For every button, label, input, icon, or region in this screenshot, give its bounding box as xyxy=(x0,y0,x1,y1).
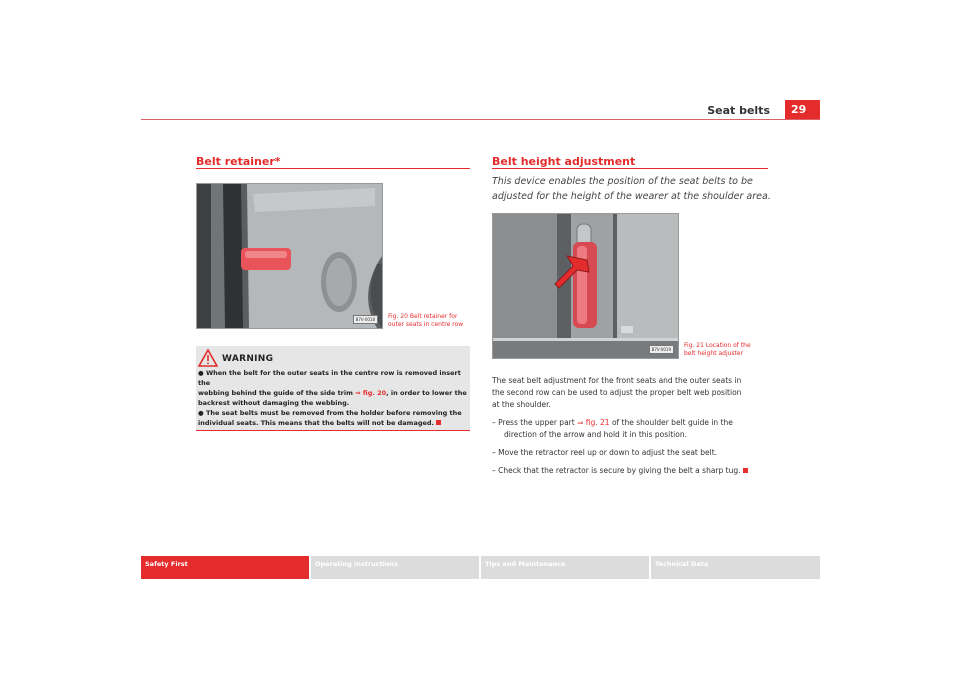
caption-line: Fig. 21 Location of the xyxy=(684,342,751,349)
step-3 xyxy=(492,465,748,477)
warning-line-2: webbing behind the guide of the side trim xyxy=(198,389,356,397)
warning-line: ● The seat belts must be removed from the holder before removing the xyxy=(198,409,462,417)
warning-text xyxy=(198,368,470,428)
warning-line: ● When the belt for the outer seats in the centre row is removed insert the xyxy=(198,369,461,387)
intro-line: This device enables the position of the seat belts to be xyxy=(492,176,753,187)
warning-line-5: individual seats. This means that the belts will not be damaged. xyxy=(198,419,435,427)
warning-label: WARNING xyxy=(222,354,274,364)
body-text xyxy=(492,375,748,477)
belt-height-illustration xyxy=(493,214,678,358)
caption-line: Fig. 20 Belt retainer for xyxy=(388,313,458,320)
belt-retainer-illustration xyxy=(197,184,382,328)
footer-tab-tips-maintenance[interactable]: Tips and Maintenance xyxy=(481,556,649,579)
step-1-text: – Press the upper part xyxy=(492,418,578,427)
footer-tab-technical-data[interactable]: Technical Data xyxy=(651,556,820,579)
section-title-belt-height: Belt height adjustment xyxy=(492,155,636,168)
end-square-icon xyxy=(436,420,441,425)
fig-21-link[interactable]: fig. 21 xyxy=(583,418,610,427)
warning-line xyxy=(198,418,470,428)
figure-21-caption xyxy=(684,342,751,358)
section-title-belt-retainer: Belt retainer* xyxy=(196,155,281,168)
arrow-icon: ⇒ xyxy=(577,418,584,427)
figure-code: B7V-0019 xyxy=(649,345,674,354)
warning-line-4: The seat belts must be removed from the holder before removing the xyxy=(205,409,462,417)
figure-belt-retainer xyxy=(196,183,383,329)
warning-line-2-end: , in order to lower the xyxy=(386,389,467,397)
warning-triangle-icon xyxy=(198,349,218,367)
warning-line-3: backrest without damaging the webbing. xyxy=(198,399,350,407)
footer-tab-safety-first[interactable]: Safety First xyxy=(141,556,309,579)
intro-line: adjusted for the height of the wearer at the shoulder area. xyxy=(492,191,771,202)
body-line: The seat belt adjustment for the front seats and the outer seats in xyxy=(492,376,742,385)
figure-20-caption xyxy=(388,313,463,329)
intro-text xyxy=(492,174,771,204)
arrow-icon: ⇒ xyxy=(355,389,361,397)
step-1 xyxy=(492,417,748,429)
step-2: – Move the retractor reel up or down to adjust the seat belt. xyxy=(492,448,718,457)
fig-20-link[interactable]: fig. 20 xyxy=(360,389,387,397)
step-1-text-end: of the shoulder belt guide in the xyxy=(609,418,733,427)
body-line: the second row can be used to adjust the proper belt web position xyxy=(492,388,742,397)
end-square-icon xyxy=(743,468,748,473)
body-line: at the shoulder. xyxy=(492,400,551,409)
warning-line xyxy=(198,388,470,398)
section-rule xyxy=(196,168,470,169)
page-number: 29 xyxy=(785,100,820,120)
header-title: Seat belts xyxy=(707,104,770,117)
step-1-line-2: direction of the arrow and hold it in this position. xyxy=(504,430,687,439)
figure-belt-height-adjuster xyxy=(492,213,679,359)
warning-line-1: When the belt for the outer seats in the centre row is removed insert the xyxy=(198,369,461,387)
figure-code: B7V-0018 xyxy=(353,315,378,324)
caption-line: outer seats in centre row xyxy=(388,321,464,328)
footer-tab-operating-instructions[interactable]: Operating instructions xyxy=(311,556,479,579)
caption-line: belt height adjuster xyxy=(684,350,744,357)
step-3-text: – Check that the retractor is secure by giving the belt a sharp tug. xyxy=(492,466,741,475)
section-rule xyxy=(492,168,768,169)
header-rule xyxy=(141,119,820,120)
